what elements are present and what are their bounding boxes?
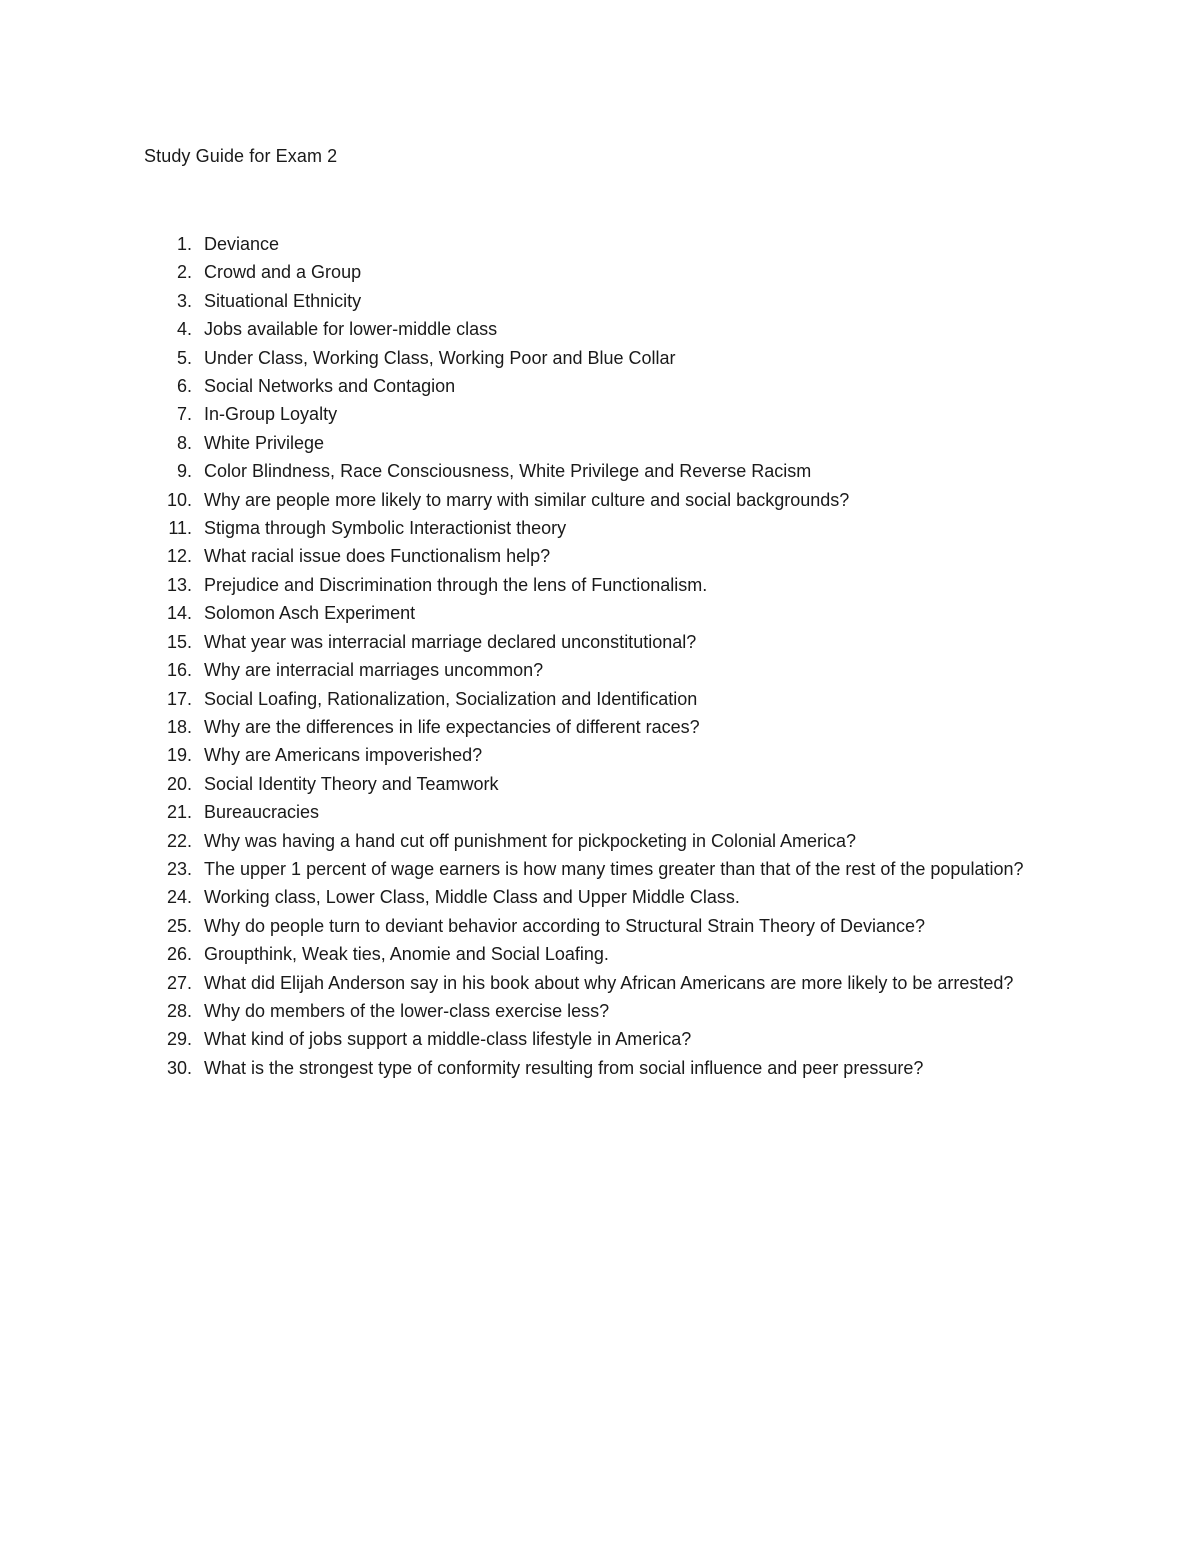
list-item-text: Why are Americans impoverished?: [204, 745, 483, 766]
list-item-number: 23.: [166, 858, 192, 879]
list-item-number: 15.: [166, 631, 192, 652]
list-item: [0, 1025, 1200, 1053]
list-item: [0, 429, 1200, 457]
list-item-number: 3.: [176, 290, 192, 311]
list-item-number: 19.: [166, 745, 192, 766]
list-item-text: What year was interracial marriage declared unconstitutional?: [204, 631, 697, 652]
list-item: [0, 940, 1200, 968]
list-item-text: Working class, Lower Class, Middle Class and Upper Middle Class.: [204, 887, 740, 908]
list-item: [0, 741, 1200, 769]
list-item: [0, 770, 1200, 798]
list-item-number: 6.: [176, 376, 192, 397]
list-item-number: 27.: [166, 972, 192, 993]
list-item: [0, 827, 1200, 855]
list-item-number: 18.: [166, 716, 192, 737]
list-item-number: 2.: [176, 262, 192, 283]
list-item-number: 10.: [166, 489, 192, 510]
list-item-number: 22.: [166, 830, 192, 851]
list-item-text: White Privilege: [204, 432, 325, 453]
list-item-text: Color Blindness, Race Consciousness, White Privilege and Reverse Racism: [204, 461, 812, 482]
list-item-text: Situational Ethnicity: [204, 290, 362, 311]
list-item: [0, 969, 1200, 997]
list-item-number: 20.: [166, 773, 192, 794]
list-item-text: Why are the differences in life expectancies of different races?: [204, 716, 700, 737]
list-item-number: 14.: [166, 603, 192, 624]
list-item-number: 17.: [166, 688, 192, 709]
list-item: [0, 315, 1200, 343]
list-item: [0, 344, 1200, 372]
study-question-list: [0, 230, 1200, 1082]
list-item: [0, 912, 1200, 940]
list-item: [0, 542, 1200, 570]
list-item-number: 11.: [168, 518, 192, 539]
list-item-text: Jobs available for lower-middle class: [204, 319, 498, 340]
list-item-text: What is the strongest type of conformity resulting from social influence and peer pressure?: [204, 1057, 924, 1078]
list-item-number: 5.: [176, 347, 192, 368]
list-item-text: What racial issue does Functionalism help?: [204, 546, 551, 567]
list-item-text: Crowd and a Group: [204, 262, 362, 283]
list-item-text: Why are people more likely to marry with similar culture and social backgrounds?: [204, 489, 850, 510]
list-item-number: 28.: [166, 1000, 192, 1021]
list-item: [0, 1054, 1200, 1082]
list-item-text: Deviance: [204, 234, 280, 254]
list-item: [0, 997, 1200, 1025]
list-item-number: 29.: [166, 1029, 192, 1050]
list-item-text: What did Elijah Anderson say in his book about why African Americans are more likely to be arrested?: [204, 972, 1014, 993]
list-item-text: Under Class, Working Class, Working Poor and Blue Collar: [204, 347, 676, 368]
list-item: [0, 457, 1200, 485]
list-item-text: Prejudice and Discrimination through the lens of Functionalism.: [204, 574, 708, 595]
list-item-number: 4.: [176, 319, 192, 340]
list-item-text: Why was having a hand cut off punishment for pickpocketing in Colonial America?: [204, 830, 857, 851]
list-item-text: Why do people turn to deviant behavior according to Structural Strain Theory of Deviance?: [204, 915, 926, 936]
list-item: [0, 514, 1200, 542]
list-item-number: 25.: [166, 915, 192, 936]
list-item-text: The upper 1 percent of wage earners is how many times greater than that of the rest of the population?: [204, 858, 1024, 879]
list-item: [0, 599, 1200, 627]
list-item: [0, 628, 1200, 656]
list-item-number: 8.: [176, 432, 192, 453]
list-item: [0, 798, 1200, 826]
list-item: [0, 685, 1200, 713]
list-item-number: 7.: [176, 404, 192, 425]
list-item-text: Social Identity Theory and Teamwork: [204, 773, 499, 794]
list-item-text: Stigma through Symbolic Interactionist theory: [204, 518, 567, 539]
list-item-number: 24.: [166, 887, 192, 908]
list-item: [0, 400, 1200, 428]
list-item-number: 16.: [166, 660, 192, 681]
list-item-text: Social Loafing, Rationalization, Socialization and Identification: [204, 688, 698, 709]
list-item-number: 9.: [176, 461, 192, 482]
list-item: [0, 855, 1200, 883]
list-item-number: 26.: [166, 944, 192, 965]
list-item: [0, 883, 1200, 911]
list-item-number: 13.: [166, 574, 192, 595]
list-item: [0, 486, 1200, 514]
list-item-text: In-Group Loyalty: [204, 404, 338, 425]
list-item: [0, 258, 1200, 286]
list-item-number: 1.: [176, 234, 192, 254]
list-item-text: What kind of jobs support a middle-class lifestyle in America?: [204, 1029, 692, 1050]
list-item-text: Groupthink, Weak ties, Anomie and Social Loafing.: [204, 944, 609, 965]
list-item-text: Social Networks and Contagion: [204, 376, 456, 397]
list-item: [0, 287, 1200, 315]
list-item: [0, 656, 1200, 684]
list-item-number: 12.: [166, 546, 192, 567]
list-item: [0, 571, 1200, 599]
list-item-text: Why are interracial marriages uncommon?: [204, 660, 544, 681]
list-item-text: Solomon Asch Experiment: [204, 603, 416, 624]
list-item-number: 21.: [166, 802, 192, 823]
list-item-number: 30.: [166, 1057, 192, 1078]
list-item-text: Why do members of the lower-class exercise less?: [204, 1000, 610, 1021]
list-item: [0, 713, 1200, 741]
document-title: Study Guide for Exam 2: [144, 146, 338, 166]
list-item: [0, 230, 1200, 258]
list-item: [0, 372, 1200, 400]
list-item-text: Bureaucracies: [204, 802, 320, 823]
